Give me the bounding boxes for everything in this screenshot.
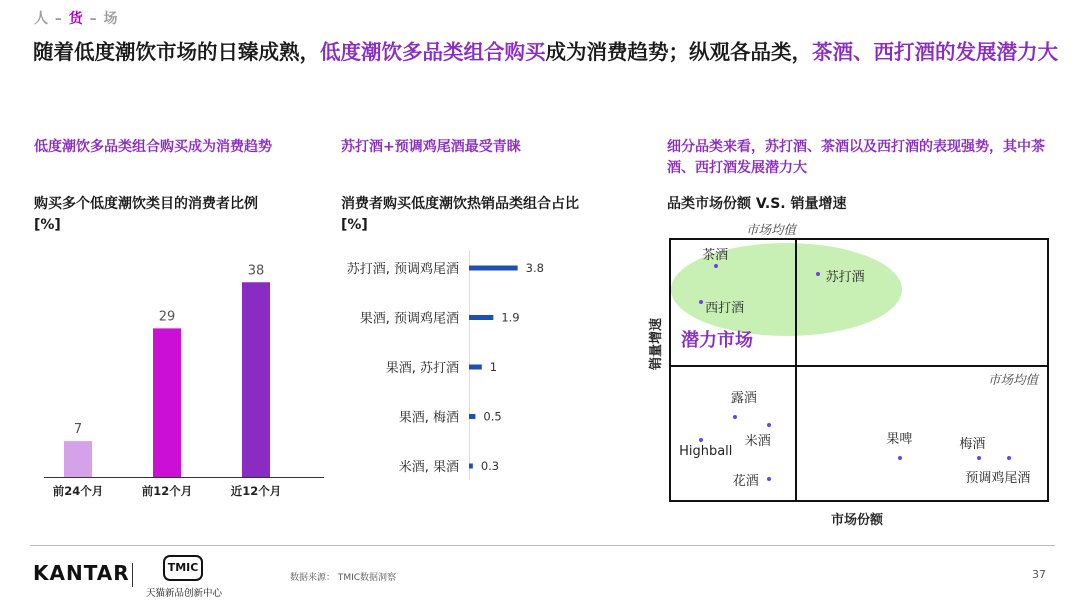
x-tick-label: 前24个月 [52,484,104,498]
scatter-point [898,456,902,460]
hbar [469,365,482,370]
bar [64,441,92,477]
scatter-point-label: 苏打酒 [825,269,865,285]
bar-chart-consumer-ratio [34,228,334,508]
bar [242,282,270,477]
y-average-label: 市场均值 [988,372,1039,387]
hbar [469,464,473,469]
bar-value-label: 38 [247,263,265,279]
y-axis-label: 销量增速 [649,317,664,370]
scatter-point-label: 茶酒 [702,248,729,263]
breadcrumb-person: 人 [34,11,49,27]
section-title-3: 细分品类来看，苏打酒、茶酒以及西打酒的表现强势，其中茶酒、西打酒发展潜力大 [667,139,1045,176]
x-tick-label: 前12个月 [141,484,193,498]
scatter-point-label: 预调鸡尾酒 [965,471,1031,487]
tmic-logo-icon: TMIC [163,555,203,581]
chart2-title [341,194,641,236]
section-title-2: 苏打酒+预调鸡尾酒最受青睐 [341,139,521,155]
scatter-point [977,456,981,460]
tmic-logo-text: 天猫新品创新中心 [146,588,223,599]
scatter-point [767,477,771,481]
scatter-point-label: 露酒 [730,390,757,406]
scatter-point-label: 果啤 [886,432,913,448]
scatter-point [714,264,718,268]
hbar-value-label: 0.3 [480,459,500,473]
x-tick-label: 近12个月 [230,484,282,498]
chart3-title: 品类市场份额 V.S. 销量增速 [667,196,847,212]
headline-part: 成为消费趋势；纵观各品类， [545,40,812,64]
breadcrumb-separator: – [83,11,104,27]
hbar-value-label: 1 [489,360,498,374]
scatter-point [733,415,737,419]
scatter-point [699,300,703,304]
breadcrumb-place: 场 [103,11,119,27]
breadcrumb [34,8,119,28]
data-source: 数据来源： TMIC数据洞察 [290,573,397,583]
scatter-point [816,272,820,276]
hbar-value-label: 0.5 [483,409,502,424]
page-number: 37 [1032,568,1046,581]
scatter-point [1007,456,1011,460]
scatter-point-label: 西打酒 [705,301,745,317]
hbar [469,266,518,271]
y-tick-label: 果酒, 预调鸡尾酒 [359,311,459,327]
bar-value-label: 29 [158,309,176,325]
x-axis-label: 市场份额 [831,513,884,528]
page-title [33,38,1063,67]
scatter-points [671,240,1047,500]
x-average-label: 市场均值 [746,222,797,237]
hbar-value-label: 3.8 [525,261,544,275]
hbar [469,414,475,419]
breadcrumb-goods: 货 [68,11,84,27]
chart2-title-text: 消费者购买低度潮饮热销品类组合占比 [341,196,579,212]
footer-divider [30,545,1055,546]
y-tick-label: 果酒, 梅酒 [398,410,459,426]
hbar-value-label: 1.9 [501,310,520,325]
headline-part: 随着低度潮饮市场的日臻成熟， [33,40,320,64]
y-tick-label: 苏打酒, 预调鸡尾酒 [346,262,459,277]
scatter-point [699,438,703,442]
scatter-point [767,423,771,427]
hbar [469,315,493,320]
scatter-point-label: 米酒 [744,433,771,449]
bar [153,328,181,477]
y-tick-label: 果酒, 苏打酒 [385,361,459,376]
scatter-point-label: 梅酒 [959,437,986,453]
section-title-1: 低度潮饮多品类组合购买成为消费趋势 [34,139,272,155]
hbar-chart-combo-share [340,240,580,490]
scatter-point-label: 花酒 [732,474,759,490]
kantar-logo: KANTAR [33,561,130,585]
breadcrumb-separator: – [49,11,69,27]
chart2-unit: [%] [341,217,368,233]
chart1-title-text: 购买多个低度潮饮类目的消费者比例 [34,196,258,212]
quadrant-label: 潜力市场 [681,330,753,351]
y-tick-label: 米酒, 果酒 [398,460,459,475]
logo-divider [132,563,133,587]
chart1-unit: [%] [34,217,61,233]
bar-value-label: 7 [73,422,83,438]
headline-highlight: 茶酒、西打酒的发展潜力大 [812,40,1058,64]
scatter-point-label: Highball [679,444,733,460]
headline-highlight: 低度潮饮多品类组合购买 [320,40,546,64]
